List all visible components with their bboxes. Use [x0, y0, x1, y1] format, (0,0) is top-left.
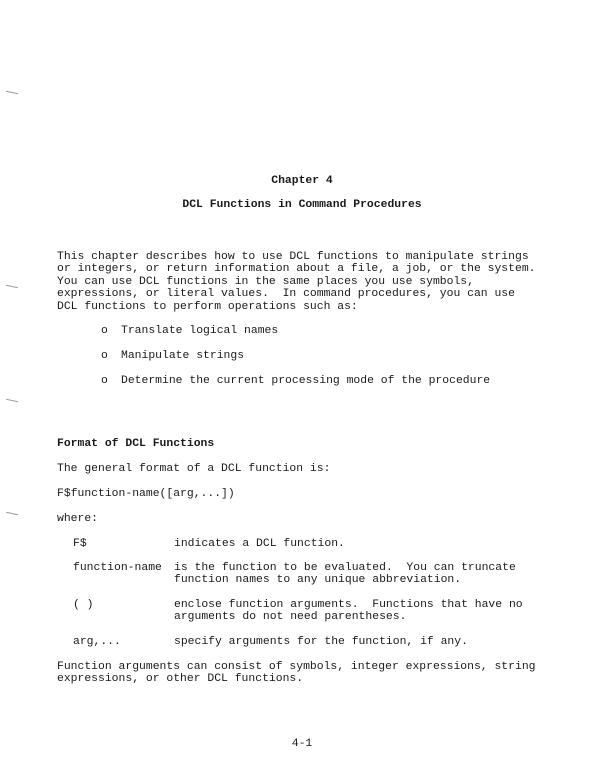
- definition-term: ( ): [73, 599, 94, 611]
- definition-term: F$: [73, 538, 87, 550]
- closing-line: Function arguments can consist of symbols, integer expressions, string: [57, 661, 536, 673]
- bullet-marker: o: [101, 375, 108, 387]
- chapter-label: Chapter 4: [271, 175, 333, 187]
- closing-line: expressions, or other DCL functions.: [57, 673, 304, 685]
- bullet-text: Manipulate strings: [121, 350, 245, 362]
- bullet-text: Determine the current processing mode of the procedure: [121, 375, 491, 387]
- definition-text: function names to any unique abbreviation.: [174, 574, 462, 586]
- intro-line: or integers, or return information about a file, a job, or the system.: [57, 263, 536, 275]
- definition-text: specify arguments for the function, if any.: [174, 636, 468, 648]
- chapter-title: DCL Functions in Command Procedures: [182, 199, 422, 211]
- where-label: where:: [57, 513, 99, 525]
- scan-mark: [6, 512, 18, 515]
- definition-text: enclose function arguments. Functions that have no: [174, 599, 523, 611]
- section-heading: Format of DCL Functions: [57, 438, 215, 450]
- scan-mark: [6, 399, 18, 402]
- bullet-marker: o: [101, 350, 108, 362]
- intro-line: This chapter describes how to use DCL functions to manipulate strings: [57, 251, 529, 263]
- general-format-text: The general format of a DCL function is:: [57, 463, 331, 475]
- definition-term: function-name: [73, 562, 162, 574]
- syntax-line: F$function-name([arg,...]): [57, 488, 235, 500]
- bullet-text: Translate logical names: [121, 325, 279, 337]
- intro-line: DCL functions to perform operations such as:: [57, 301, 358, 313]
- definition-term: arg,...: [73, 636, 121, 648]
- scan-mark: [6, 91, 18, 94]
- bullet-marker: o: [101, 325, 108, 337]
- intro-line: expressions, or literal values. In command procedures, you can use: [57, 288, 515, 300]
- intro-line: You can use DCL functions in the same places you use symbols,: [57, 276, 474, 288]
- definition-text: is the function to be evaluated. You can truncate: [174, 562, 516, 574]
- page-number: 4-1: [291, 738, 313, 750]
- definition-text: indicates a DCL function.: [174, 538, 345, 550]
- definition-text: arguments do not need parentheses.: [174, 611, 407, 623]
- scan-mark: [6, 285, 18, 288]
